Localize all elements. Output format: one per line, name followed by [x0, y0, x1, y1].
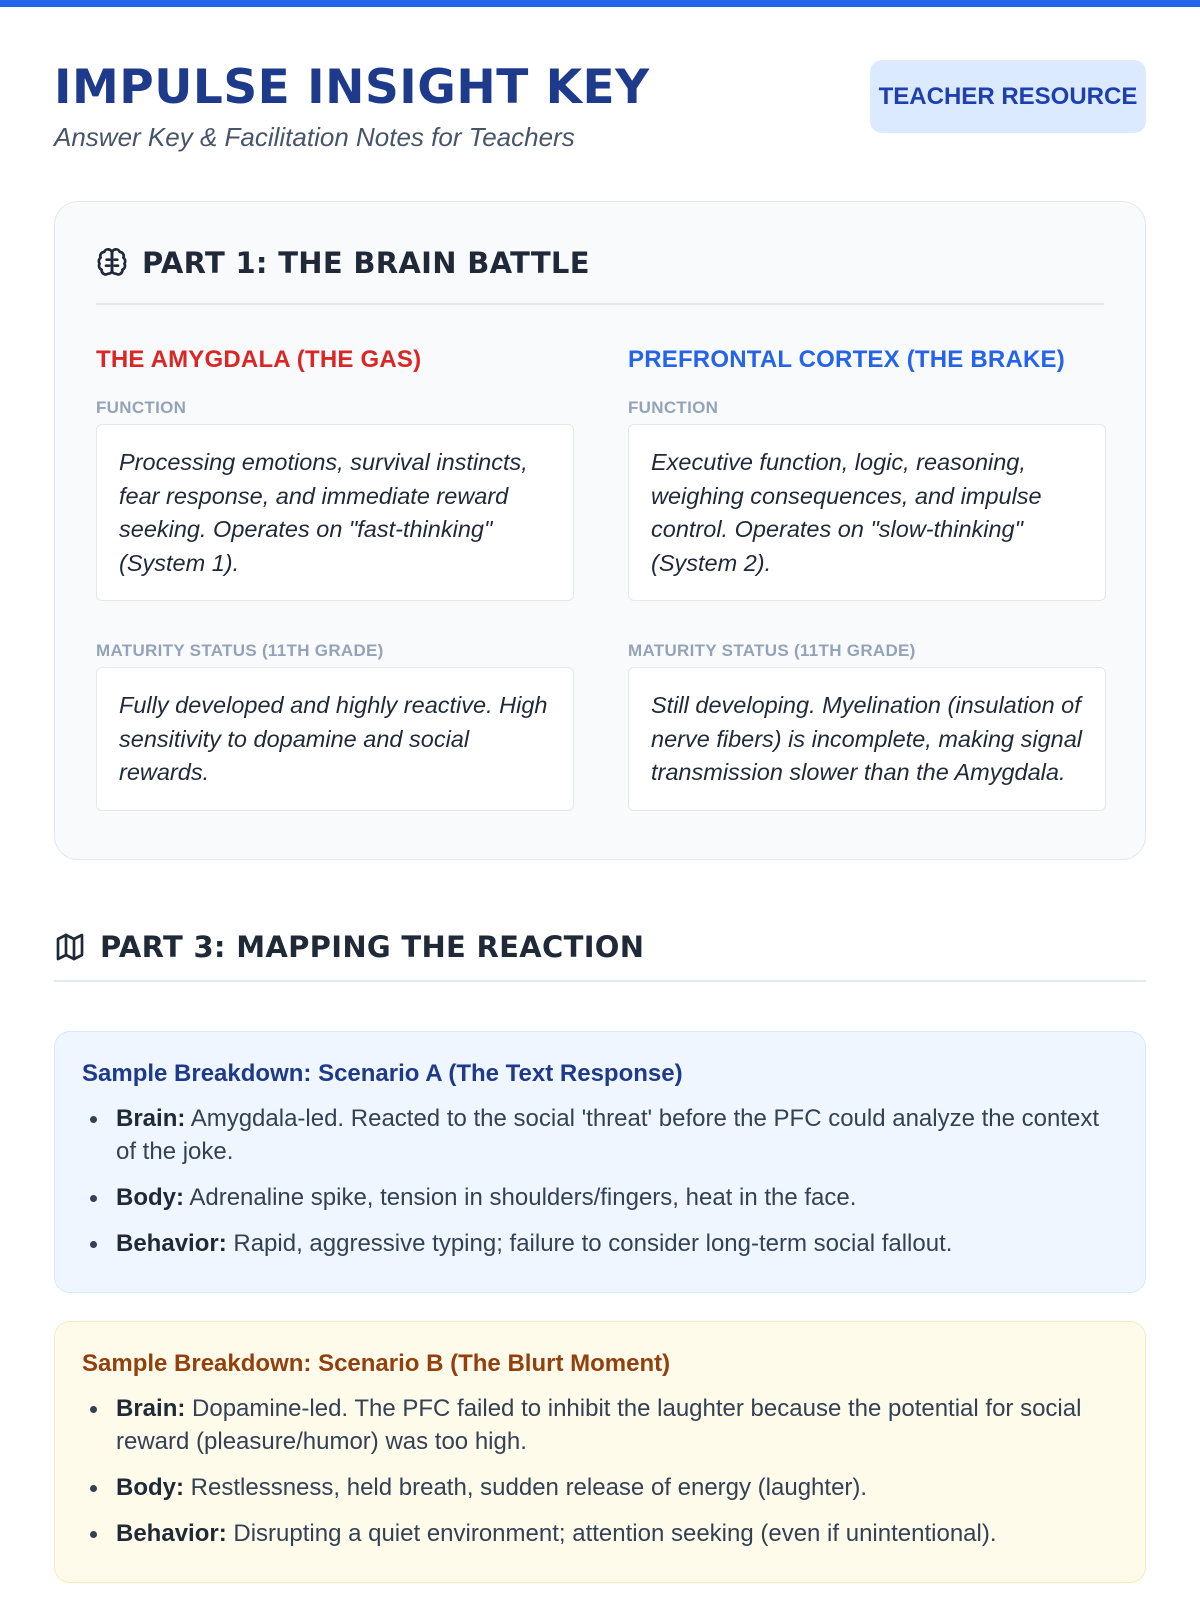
item-label: Body: — [116, 1474, 184, 1501]
item-label: Brain: — [116, 1395, 186, 1422]
list-item — [82, 1392, 1119, 1458]
item-text: Restlessness, held breath, sudden release of energy (laughter). — [190, 1474, 868, 1501]
list-item — [82, 1227, 1119, 1260]
amygdala-function-text: Processing emotions, survival instincts, fear response, and immediate reward seeking. Operates on "fast-thinking" (System 1). — [96, 424, 574, 601]
scenario-a-list — [82, 1102, 1119, 1260]
brain-icon — [96, 247, 128, 279]
amygdala-column — [96, 346, 574, 811]
amygdala-title: THE AMYGDALA (THE GAS) — [96, 346, 422, 373]
map-icon — [54, 931, 86, 963]
item-label: Brain: — [116, 1105, 186, 1132]
pfc-function-label: FUNCTION — [628, 398, 719, 417]
pfc-maturity-label: MATURITY STATUS (11TH GRADE) — [628, 641, 916, 660]
pfc-function-text: Executive function, logic, reasoning, weighing consequences, and impulse control. Operates on "slow-thinking" (System 2). — [628, 424, 1106, 601]
teacher-resource-badge: TEACHER RESOURCE — [870, 60, 1146, 133]
item-text: Disrupting a quiet environment; attention seeking (even if unintentional). — [233, 1520, 997, 1547]
item-label: Behavior: — [116, 1520, 227, 1547]
part1-divider — [96, 303, 1104, 305]
page-header — [54, 60, 1146, 160]
item-label: Body: — [116, 1184, 184, 1211]
part1-card — [54, 201, 1146, 860]
amygdala-function-label: FUNCTION — [96, 398, 187, 417]
pfc-maturity-text: Still developing. Myelination (insulation of nerve fibers) is incomplete, making signal transmission slower than the Amygdala. — [628, 667, 1106, 811]
part3-heading — [54, 930, 1146, 964]
item-text: Dopamine-led. The PFC failed to inhibit the laughter because the potential for social reward (pleasure/humor) was too high. — [116, 1395, 1082, 1455]
top-accent-bar — [0, 0, 1200, 7]
part3-divider — [54, 980, 1146, 982]
scenario-b-card — [54, 1321, 1146, 1583]
list-item — [82, 1517, 1119, 1550]
list-item — [82, 1102, 1119, 1168]
scenario-a-title: Sample Breakdown: Scenario A (The Text Response) — [82, 1060, 683, 1087]
part1-title: PART 1: THE BRAIN BATTLE — [142, 246, 590, 280]
pfc-title: PREFRONTAL CORTEX (THE BRAKE) — [628, 346, 1065, 373]
item-text: Rapid, aggressive typing; failure to consider long-term social fallout. — [233, 1230, 953, 1257]
amygdala-maturity-label: MATURITY STATUS (11TH GRADE) — [96, 641, 384, 660]
page-title: IMPULSE INSIGHT KEY — [54, 60, 650, 115]
part3-title: PART 3: MAPPING THE REACTION — [100, 930, 645, 964]
pfc-column — [628, 346, 1106, 811]
scenario-b-title: Sample Breakdown: Scenario B (The Blurt Moment) — [82, 1350, 671, 1377]
part3-section — [54, 930, 1146, 982]
part1-heading — [96, 246, 590, 280]
scenario-a-card — [54, 1031, 1146, 1293]
scenario-b-list — [82, 1392, 1119, 1550]
page-subtitle: Answer Key & Facilitation Notes for Teachers — [54, 122, 575, 152]
item-text: Amygdala-led. Reacted to the social 'threat' before the PFC could analyze the context of the joke. — [116, 1105, 1100, 1165]
amygdala-maturity-text: Fully developed and highly reactive. High sensitivity to dopamine and social rewards. — [96, 667, 574, 811]
item-text: Adrenaline spike, tension in shoulders/fingers, heat in the face. — [189, 1184, 857, 1211]
list-item — [82, 1181, 1119, 1214]
item-label: Behavior: — [116, 1230, 227, 1257]
list-item — [82, 1471, 1119, 1504]
